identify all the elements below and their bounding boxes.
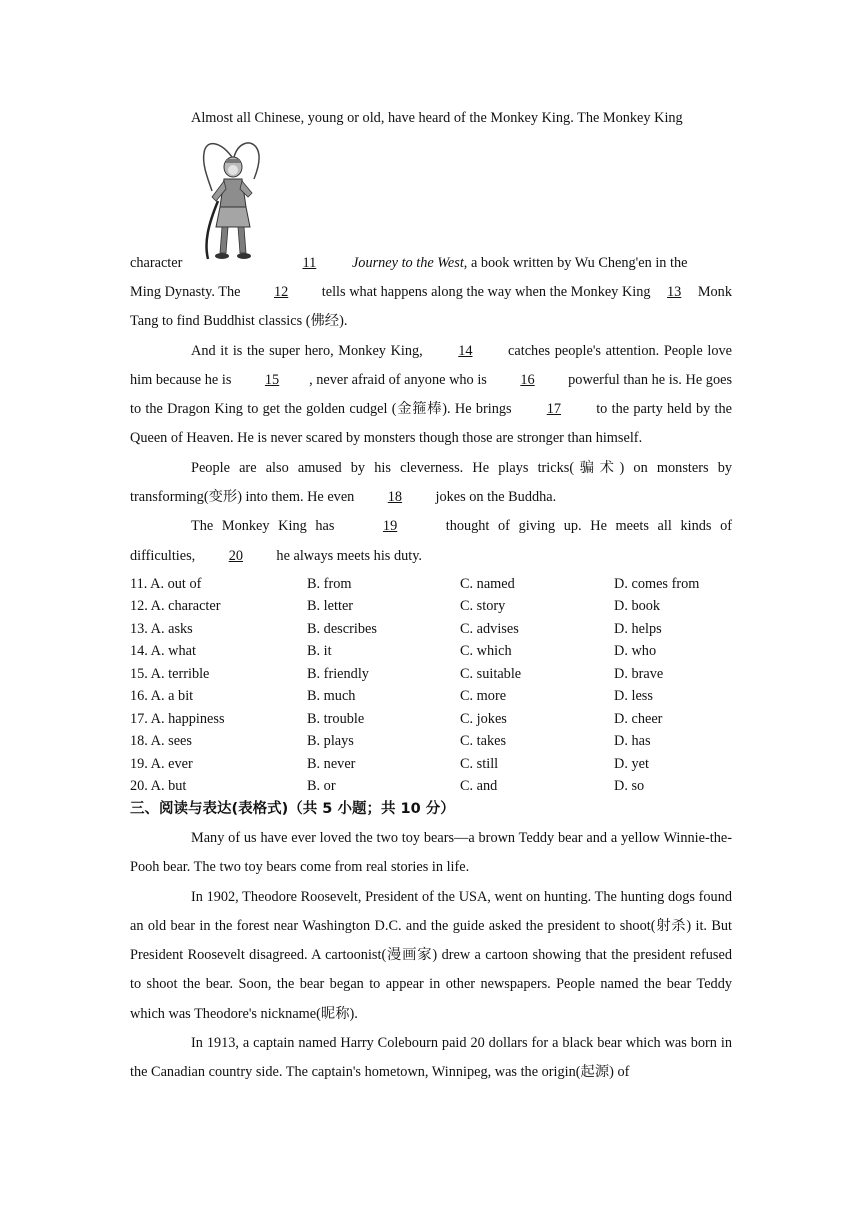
text-segment: The Monkey King has	[191, 518, 335, 535]
option-row-13	[130, 618, 732, 641]
option-d[interactable]: D. less	[614, 688, 653, 705]
option-row-18	[130, 730, 732, 753]
passage1-paragraph3	[130, 454, 732, 513]
blank-13[interactable]: 13	[667, 284, 682, 300]
option-c[interactable]: C. still	[460, 755, 499, 772]
option-c[interactable]: C. which	[460, 643, 512, 660]
option-row-12	[130, 595, 732, 618]
blank-17[interactable]: 17	[546, 401, 562, 418]
option-b[interactable]: B. from	[307, 575, 352, 592]
text-segment: tells what happens along the way when the Monkey King	[321, 284, 651, 300]
option-a[interactable]: 16. A. a bit	[130, 688, 194, 705]
option-a[interactable]: 15. A. terrible	[130, 665, 210, 682]
blank-16[interactable]: 16	[520, 371, 535, 388]
option-b[interactable]: B. plays	[307, 733, 354, 750]
text-segment: catches people's attention. People love him because he is	[130, 342, 732, 388]
passage2-paragraph1: Many of us have ever loved the two toy bears—a brown Teddy bear and a yellow Winnie-the-Pooh bear. The two toy bears come from real stories in life.	[130, 829, 732, 876]
monkey-king-illustration	[198, 135, 268, 263]
option-row-20	[130, 775, 732, 798]
option-c[interactable]: C. suitable	[460, 665, 522, 682]
text-segment: he always meets his duty.	[276, 547, 423, 564]
option-b[interactable]: B. never	[307, 755, 356, 772]
option-d[interactable]: D. so	[614, 778, 645, 795]
option-d[interactable]: D. who	[614, 643, 657, 660]
option-a[interactable]: 12. A. character	[130, 598, 221, 615]
option-c[interactable]: C. story	[460, 598, 506, 615]
text-segment: People are also amused by his cleverness. He plays tricks(骗术) on monsters by transforming(变形) into them. He even	[130, 459, 732, 506]
option-c[interactable]: C. more	[460, 688, 507, 705]
blank-20[interactable]: 20	[228, 547, 243, 564]
passage1-paragraph4	[130, 512, 732, 571]
passage1-line3	[130, 278, 732, 337]
blank-15[interactable]: 15	[264, 371, 280, 388]
blank-12[interactable]: 12	[273, 284, 289, 300]
passage1-line2	[130, 249, 732, 278]
text-segment: jokes on the Buddha.	[435, 489, 557, 506]
text-segment: , never afraid of anyone who is	[309, 371, 487, 388]
book-title: Journey to the West	[351, 255, 464, 271]
word-character: character	[130, 255, 183, 271]
option-a[interactable]: 18. A. sees	[130, 733, 192, 750]
blank-18[interactable]: 18	[387, 489, 403, 506]
text-segment: And it is the super hero, Monkey King,	[191, 342, 423, 359]
option-d[interactable]: D. cheer	[614, 710, 663, 727]
option-d[interactable]: D. brave	[614, 665, 664, 682]
section-heading: 三、阅读与表达(表格式)（共 5 小题；共 10 分）	[130, 800, 455, 817]
option-b[interactable]: B. letter	[307, 598, 354, 615]
option-b[interactable]: B. or	[307, 778, 336, 795]
option-a[interactable]: 20. A. but	[130, 778, 187, 795]
blank-19[interactable]: 19	[382, 518, 398, 535]
document-page	[130, 104, 732, 1088]
passage1-paragraph2	[130, 337, 732, 454]
option-a[interactable]: 19. A. ever	[130, 755, 193, 772]
option-row-16	[130, 685, 732, 708]
option-row-19	[130, 753, 732, 776]
text-segment: Ming Dynasty. The	[130, 284, 241, 300]
option-d[interactable]: D. has	[614, 733, 651, 750]
option-row-14	[130, 640, 732, 663]
option-b[interactable]: B. friendly	[307, 665, 369, 682]
option-row-11	[130, 573, 732, 596]
option-c[interactable]: C. takes	[460, 733, 507, 750]
option-b[interactable]: B. it	[307, 643, 332, 660]
passage2-paragraph3: In 1913, a captain named Harry Colebourn paid 20 dollars for a black bear which was born in the Canadian country side. The captain's hometown, Winnipeg, was the origin(起源) of	[130, 1035, 732, 1081]
option-a[interactable]: 11. A. out of	[130, 575, 202, 592]
option-a[interactable]: 14. A. what	[130, 643, 196, 660]
option-c[interactable]: C. named	[460, 575, 515, 592]
option-b[interactable]: B. much	[307, 688, 356, 705]
text-segment: thought of giving up. He meets all kinds of difficulties,	[130, 518, 732, 564]
option-d[interactable]: D. yet	[614, 755, 649, 772]
option-row-17	[130, 708, 732, 731]
passage1-line1: Almost all Chinese, young or old, have heard of the Monkey King. The Monkey King	[191, 110, 683, 126]
option-c[interactable]: C. and	[460, 778, 498, 795]
option-a[interactable]: 17. A. happiness	[130, 710, 225, 727]
blank-14[interactable]: 14	[458, 342, 473, 359]
text-segment: , a book written by Wu Cheng'en in the	[463, 255, 688, 271]
answer-options	[130, 573, 732, 798]
option-d[interactable]: D. book	[614, 598, 661, 615]
option-c[interactable]: C. advises	[460, 620, 519, 637]
text-segment: Monk Tang to find Buddhist classics (佛经).	[130, 284, 732, 330]
option-d[interactable]: D. comes from	[614, 575, 700, 592]
option-b[interactable]: B. trouble	[307, 710, 365, 727]
option-c[interactable]: C. jokes	[460, 710, 507, 727]
passage2-paragraph2: In 1902, Theodore Roosevelt, President of the USA, went on hunting. The hunting dogs found an old bear in the forest near Washington D.C. and the guide asked the president to shoot(射杀) it. But President Roosevelt disagreed. A cartoonist(漫画家) drew a cartoon showing that the president refused to shoot the bear. Soon, the bear began to appear in other newspapers. People named the bear Teddy which was Theodore's nickname(昵称).	[130, 888, 732, 1022]
option-a[interactable]: 13. A. asks	[130, 620, 193, 637]
text-segment: powerful than he is. He goes to the Dragon King to get the golden cudgel (金箍棒). He brings	[130, 371, 733, 418]
monkey-king-figure-row	[130, 133, 732, 278]
text-segment: to the party held by the Queen of Heaven. He is never scared by monsters though those are stronger than himself.	[130, 401, 732, 447]
blank-11[interactable]: 11	[302, 255, 317, 271]
option-d[interactable]: D. helps	[614, 620, 662, 637]
option-row-15	[130, 663, 732, 686]
option-b[interactable]: B. describes	[307, 620, 377, 637]
